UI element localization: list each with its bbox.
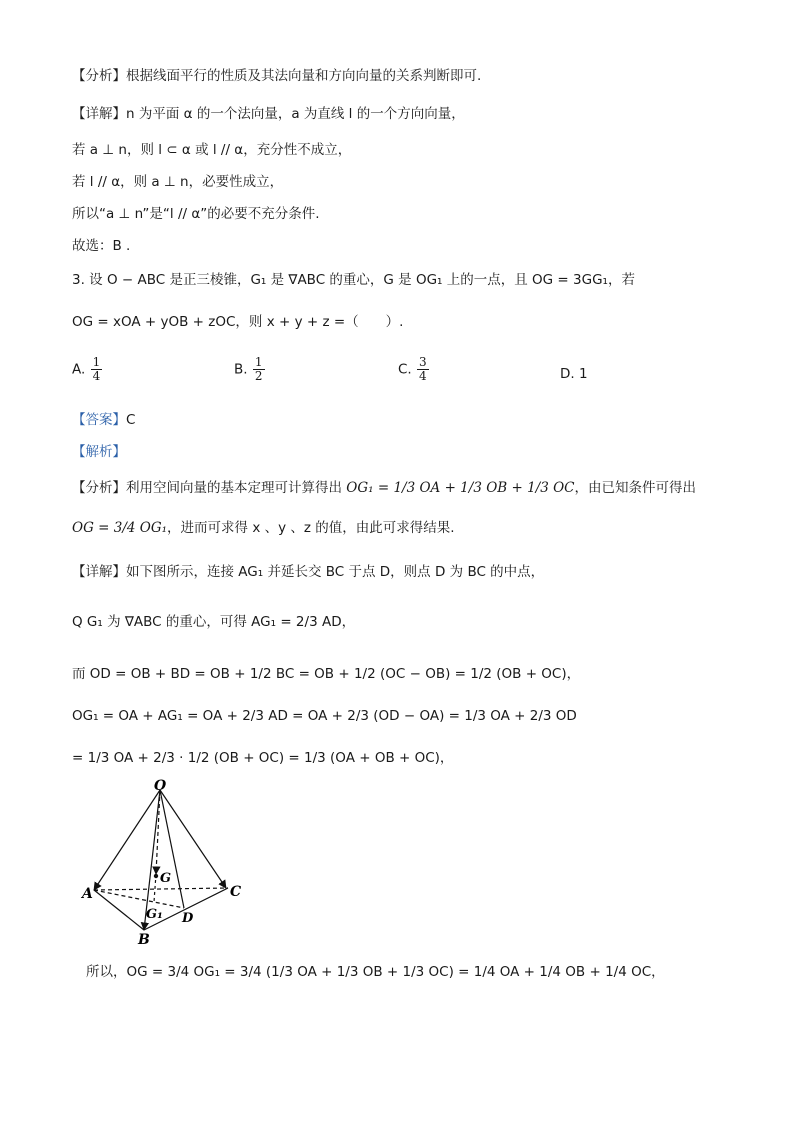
step-1: Q G₁ 为 ∇ABC 的重心，可得 AG₁ = 2/3 AD， <box>72 614 356 630</box>
detail-tag: 【详解】 <box>72 106 126 122</box>
sufficiency-line: 若 a ⊥ n，则 l ⊂ α 或 l // α，充分性不成立， <box>72 142 352 158</box>
question-3-line-1: 3. 设 O − ABC 是正三棱锥，G₁ 是 ∇ABC 的重心，G 是 OG₁ 上的一点，且 OG = 3GG₁，若 <box>72 272 635 288</box>
detail-text: 如下图所示，连接 AG₁ 并延长交 BC 于点 D，则点 D 为 BC 的中点， <box>126 564 545 580</box>
analysis-expression-b: OG = 3/4 OG₁ <box>72 520 168 536</box>
option-label: A. <box>72 361 86 378</box>
final-line: 所以，OG = 3/4 OG₁ = 3/4 (1/3 OA + 1/3 OB + 1/3 OC) = 1/4 OA + 1/4 OB + 1/4 OC， <box>86 964 665 980</box>
option-fraction: $\frac{1}{2}$ <box>254 355 263 383</box>
detail-text: n 为平面 α 的一个法向量，a 为直线 l 的一个方向向量， <box>126 106 465 122</box>
necessity-line: 若 l // α，则 a ⊥ n，必要性成立， <box>72 174 284 190</box>
median-ad <box>94 890 184 908</box>
label-a: A <box>82 886 93 902</box>
option-label: D. <box>560 366 575 382</box>
step-2: 而 OD = OB + BD = OB + 1/2 BC = OB + 1/2 (OC − OB) = 1/2 (OB + OC)， <box>72 666 581 682</box>
jiexi-line <box>72 442 126 462</box>
option-a <box>72 356 103 383</box>
edge-ab <box>94 890 144 930</box>
analysis-expression-a: OG₁ = 1/3 OA + 1/3 OB + 1/3 OC <box>346 480 575 496</box>
jiexi-tag: 【解析】 <box>72 444 126 460</box>
label-o: O <box>154 778 167 794</box>
label-g: G <box>160 871 172 886</box>
analysis-text-a: 利用空间向量的基本定理可计算得出 <box>126 480 342 496</box>
detail-tag: 【详解】 <box>72 564 126 580</box>
pyramid-figure <box>78 778 258 948</box>
analysis-tag: 【分析】 <box>72 68 126 84</box>
point-g <box>154 874 158 878</box>
option-fraction: $\frac{3}{4}$ <box>419 355 427 383</box>
answer-value: C <box>126 412 136 428</box>
analysis-text: 根据线面平行的性质及其法向量和方向向量的关系判断即可. <box>126 68 482 84</box>
option-fraction: $\frac{1}{4}$ <box>92 355 101 383</box>
option-value: 1 <box>578 366 588 382</box>
edge-ac <box>94 888 228 890</box>
step-3: OG₁ = OA + AG₁ = OA + 2/3 AD = OA + 2/3 (OD − OA) = 1/3 OA + 2/3 OD <box>72 708 577 724</box>
option-c <box>398 356 430 383</box>
option-b <box>234 356 266 383</box>
analysis-line-1 <box>72 66 481 86</box>
step-4: = 1/3 OA + 2/3 · 1/2 (OB + OC) = 1/3 (OA + OB + OC)， <box>72 750 454 766</box>
segment-gg1 <box>154 874 156 902</box>
answer-tag: 【答案】 <box>72 412 126 428</box>
analysis-line-2 <box>72 478 696 498</box>
analysis-text-b: ，由已知条件可得出 <box>574 480 696 496</box>
answer-line <box>72 410 135 430</box>
option-d <box>560 366 588 382</box>
question-3-line-2: OG = xOA + yOB + zOC，则 x + y + z =（ ）. <box>72 314 404 330</box>
analysis-tag: 【分析】 <box>72 480 126 496</box>
choice-line: 故选：B . <box>72 238 131 254</box>
label-c: C <box>230 884 242 900</box>
label-b: B <box>138 932 150 948</box>
label-g1: G₁ <box>146 907 163 922</box>
detail-line-2 <box>72 562 544 582</box>
option-label: B. <box>234 361 248 378</box>
label-d: D <box>182 911 194 926</box>
option-label: C. <box>398 361 412 378</box>
analysis-text-c: ，进而可求得 x 、y 、z 的值，由此可求得结果. <box>167 520 455 536</box>
conclusion-line: 所以“a ⊥ n”是“l // α”的必要不充分条件. <box>72 206 320 222</box>
detail-line-1 <box>72 104 465 124</box>
analysis-line-3 <box>72 518 455 538</box>
